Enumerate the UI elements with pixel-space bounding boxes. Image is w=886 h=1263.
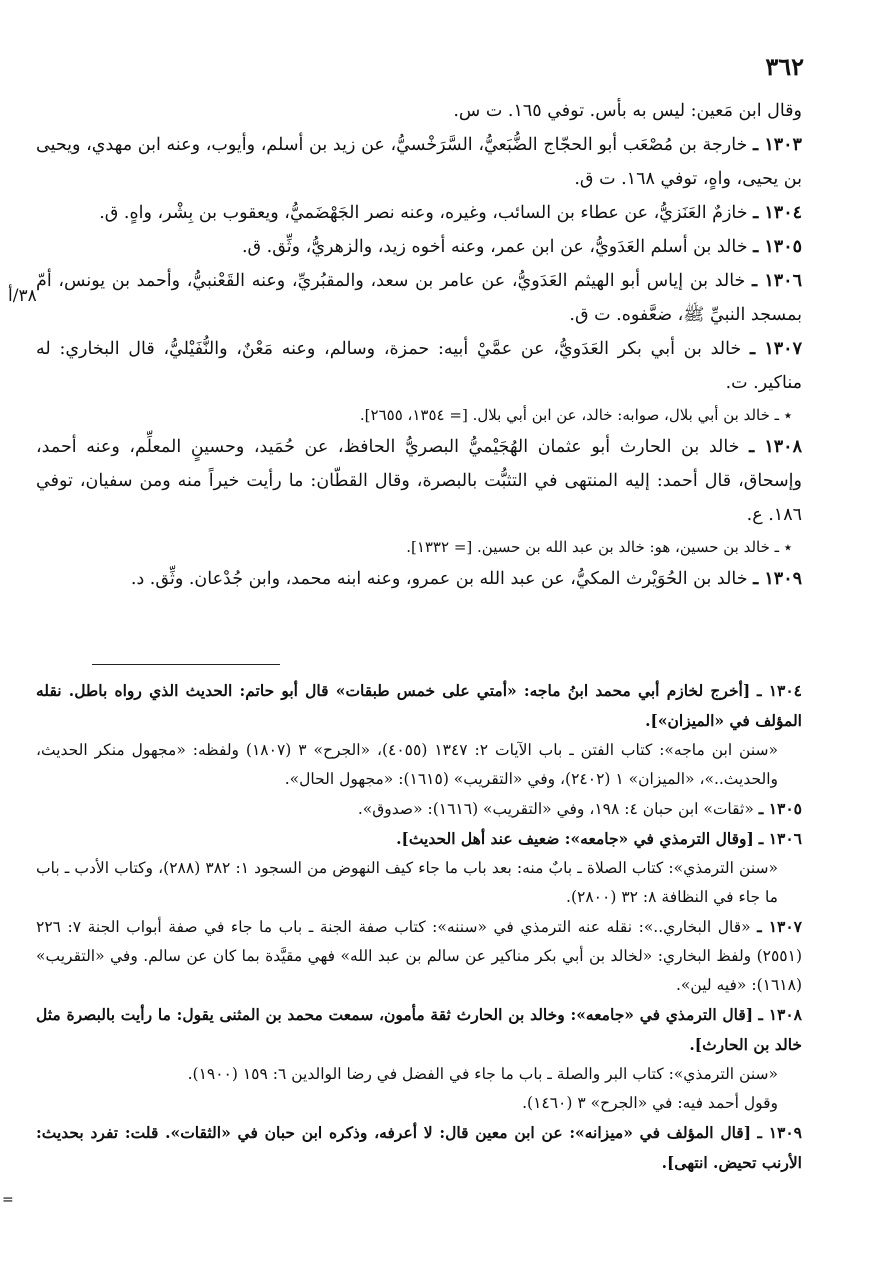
footnote-number: ١٣٠٧ ـ [757, 917, 803, 936]
footnote-number: ١٣٠٤ ـ [756, 681, 802, 700]
footnote-1305 [36, 794, 802, 824]
main-text [36, 94, 802, 596]
footnote-text: «ثقات» ابن حبان ٤: ١٩٨، وفي «التقريب» (١٦١٦): «صدوق». [357, 800, 754, 818]
entry-text: خارجة بن مُصْعَب أبو الحجّاج الضُّبَعيُّ، السَّرَخْسيُّ، عن زيد بن أسلم، وأيوب، وعنه ابن مهدي، ويحيى بن يحيى، واهٍ، توفي ١٦٨. ت ق. [36, 135, 802, 189]
entry-text: خالد بن إياس أبو الهيثم العَدَويُّ، عن عامر بن سعد، والمقبُريِّ، وعنه القَعْنبيُّ، وأحمد بن يونس، أمّ بمسجد النبيِّ ﷺ، ضعَّفوه. ت ق. [36, 271, 802, 325]
footnote-1306 [36, 824, 802, 854]
footnote-divider [92, 664, 280, 665]
footnote-number: ١٣٠٦ ـ [758, 829, 802, 848]
entry-1307 [36, 332, 802, 400]
footnote-1309 [36, 1118, 802, 1178]
footnotes [36, 676, 802, 1178]
footnote-1308-source: «سنن الترمذي»: كتاب البر والصلة ـ باب ما جاء في الفضل في رضا الوالدين ٦: ١٥٩ (١٩٠٠). [187, 1065, 778, 1083]
entry-number: ١٣٠٨ ـ [749, 437, 802, 457]
cross-reference-1: ٭ ـ خالد بن أبي بلال، صوابه: خالد، عن ابن أبي بلال. [= ١٣٥٤، ٢٦٥٥]. [359, 406, 792, 424]
footnote-1304-source: «سنن ابن ماجه»: كتاب الفتن ـ باب الآيات ٢: ١٣٤٧ (٤٠٥٥)، «الجرح» ٣ (١٨٠٧) ولفظه: «مجهول منكر الحديث، والحديث..»، «الميزان» ١ (٢٤٠٢)، وفي «التقريب» (١٦١٥): «مجهول الحال». [36, 741, 779, 788]
footnote-number: ١٣٠٥ ـ [758, 799, 802, 818]
footnote-text: [أخرج لخازم أبي محمد ابنُ ماجه: «أمتي على خمس طبقات» قال أبو حاتم: الحديث الذي رواه باطل. نقله المؤلف في «الميزان»]. [36, 681, 802, 730]
entry-1304 [36, 196, 802, 230]
entry-number: ١٣٠٣ ـ [753, 135, 802, 155]
entry-number: ١٣٠٧ ـ [749, 339, 802, 359]
cross-reference-2: ٭ ـ خالد بن حسين، هو: خالد بن عبد الله بن حسين. [= ١٣٣٢]. [406, 538, 792, 556]
footnote-1308 [36, 1000, 802, 1060]
footnote-text: «قال البخاري..»: نقله عنه الترمذي في «سننه»: كتاب صفة الجنة ـ باب ما جاء في صفة أبواب الجنة ٧: ٢٢٦ (٢٥٥١) ولفظ البخاري: «لخالد بن أبي بكر مناكير عن سالم بن عبد الله» فهي مقيَّدة بما كان عن سالم. وفي «التقريب» (١٦١٨): «فيه لين». [36, 918, 802, 994]
footnote-number: ١٣٠٨ ـ [758, 1005, 802, 1024]
footnote-text: [قال الترمذي في «جامعه»: وخالد بن الحارث ثقة مأمون، سمعت محمد بن المثنى يقول: ما رأيت بالبصرة مثل خالد بن الحارث]. [36, 1005, 802, 1054]
footnote-1308-source-2: وقول أحمد فيه: في «الجرح» ٣ (١٤٦٠). [522, 1094, 778, 1112]
footnote-1306-source: «سنن الترمذي»: كتاب الصلاة ـ بابٌ منه: بعد باب ما جاء كيف النهوض من السجود ١: ٣٨٢ (٢٨٨)، وكتاب الأدب ـ باب ما جاء في النظافة ٨: ٣٢ (٢٨٠٠). [36, 859, 778, 906]
entry-text: وقال ابن مَعين: ليس به بأس. توفي ١٦٥. ت س. [453, 101, 802, 121]
entry-text: خالد بن أسلم العَدَويُّ، عن ابن عمر، وعنه أخوه زيد، والزهريُّ، وثِّق. ق. [241, 237, 748, 257]
margin-folio-note: ٣٨/أ [8, 286, 37, 306]
entry-number: ١٣٠٦ ـ [752, 271, 802, 291]
entry-text: خالد بن الحُوَيْرث المكيُّ، عن عبد الله بن عمرو، وعنه ابنه محمد، وابن جُدْعان. وثِّق. د. [130, 569, 748, 589]
entry-number: ١٣٠٤ ـ [753, 203, 802, 223]
entry-1306 [36, 264, 802, 332]
entry-number: ١٣٠٩ ـ [753, 569, 802, 589]
footnote-1304 [36, 676, 802, 736]
page-number: ٣٦٢ [765, 52, 804, 81]
entry-text: خالد بن الحارث أبو عثمان الهُجَيْميُّ البصريُّ الحافظ، عن حُمَيد، وحسينٍ المعلِّم، وعنه أحمد، وإسحاق، قال أحمد: إليه المنتهى في التثبُّت بالبصرة، وقال القطّان: ما رأيت خيراً منه ومن سفيان، توفي ١٨٦. ع. [36, 437, 802, 525]
edge-mark: = [2, 1192, 14, 1208]
footnote-text: [قال المؤلف في «ميزانه»: عن ابن معين قال: لا أعرفه، وذكره ابن حبان في «الثقات». قلت: تفرد بحديث: الأرنب تحيض. انتهى]. [36, 1123, 802, 1172]
entry-continuation [36, 94, 802, 128]
entry-1305 [36, 230, 802, 264]
entry-text: خازمٌ العَنَزيُّ، عن عطاء بن السائب، وغيره، وعنه نصر الجَهْضَميُّ، ويعقوب بن بِشْر، واهٍ. ق. [99, 203, 748, 223]
entry-text: خالد بن أبي بكر العَدَويُّ، عن عمَّيْ أبيه: حمزة، وسالم، وعنه مَعْنٌ، والنُّفَيْليُّ، قال البخاري: له مناكير. ت. [36, 339, 802, 393]
entry-number: ١٣٠٥ ـ [753, 237, 802, 257]
entry-1309 [36, 562, 802, 596]
footnote-number: ١٣٠٩ ـ [757, 1123, 802, 1142]
footnote-text: [وقال الترمذي في «جامعه»: ضعيف عند أهل الحديث]. [396, 829, 754, 848]
footnote-1307 [36, 912, 802, 1000]
entry-1308 [36, 430, 802, 532]
entry-1303 [36, 128, 802, 196]
